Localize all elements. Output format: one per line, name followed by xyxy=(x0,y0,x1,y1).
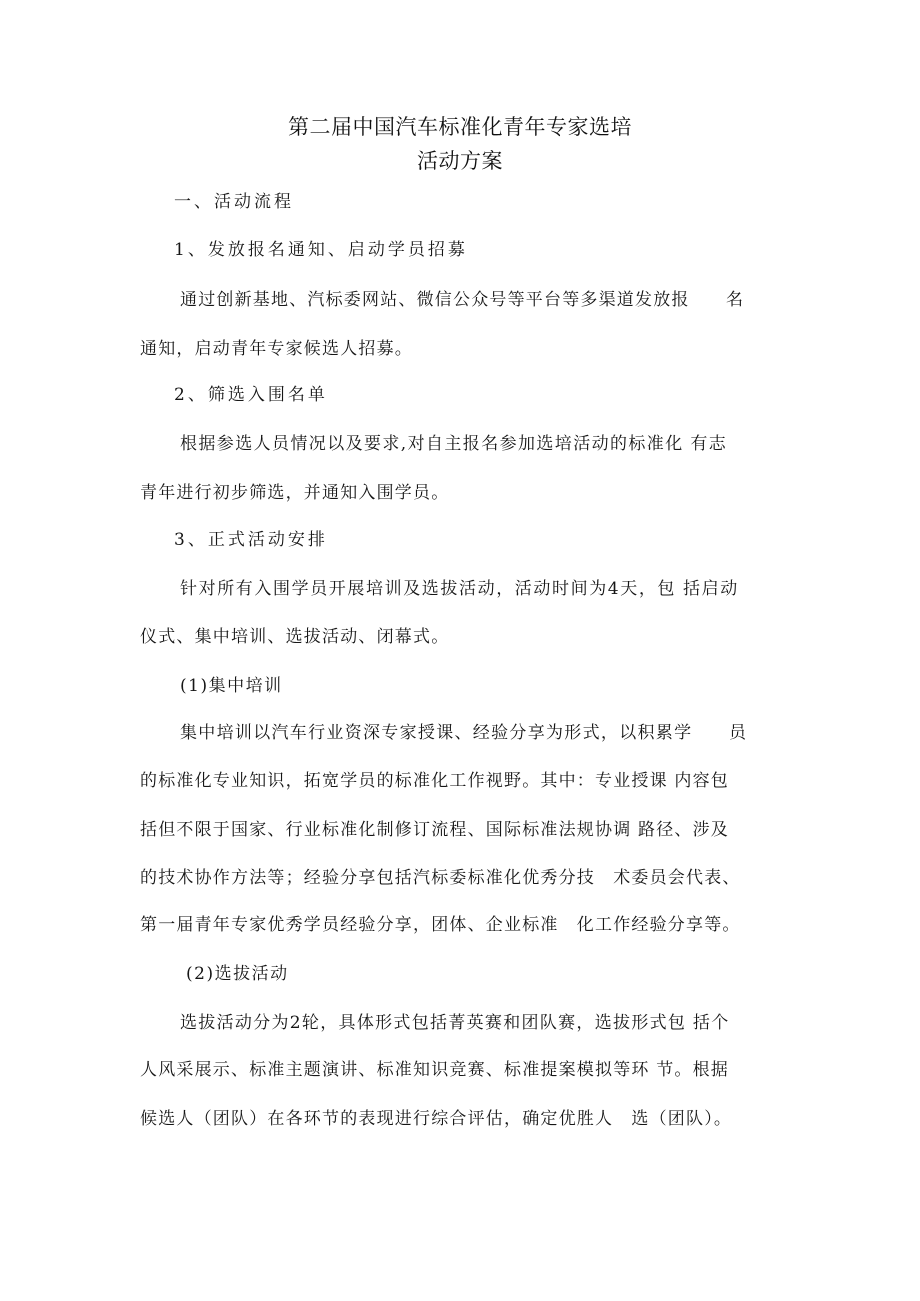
section-heading: 一、活动流程 xyxy=(174,192,294,212)
subsection-heading: (2)选拔活动 xyxy=(186,964,289,984)
subsection-heading: (1)集中培训 xyxy=(180,676,283,696)
paragraph-line: 青年进行初步筛选，并通知入围学员。 xyxy=(140,483,450,503)
paragraph-line: 仪式、集中培训、选拔活动、闭幕式。 xyxy=(140,627,450,647)
item-heading: 3、正式活动安排 xyxy=(174,530,328,550)
document-title: 第二届中国汽车标准化青年专家选培 xyxy=(288,115,632,139)
paragraph-line: 第一届青年专家优秀学员经验分享，团体、企业标准 化工作经验分享等。 xyxy=(140,915,741,935)
paragraph-line: 通知，启动青年专家候选人招募。 xyxy=(140,339,413,359)
paragraph-line: 根据参选人员情况以及要求,对自主报名参加选培活动的标准化 有志 xyxy=(180,434,728,454)
item-heading: 1、发放报名通知、启动学员招募 xyxy=(174,240,468,260)
paragraph-line: 人风采展示、标准主题演讲、标准知识竞赛、标准提案模拟等环 节。根据 xyxy=(140,1060,730,1080)
paragraph-line: 括但不限于国家、行业标准化制修订流程、国际标准法规协调 路径、涉及 xyxy=(140,820,730,840)
paragraph-line: 集中培训以汽车行业资深专家授课、经验分享为形式，以积累学 员 xyxy=(180,723,748,743)
document-subtitle: 活动方案 xyxy=(417,149,503,173)
item-heading: 2、筛选入围名单 xyxy=(174,385,328,405)
paragraph-line: 选拔活动分为2轮，具体形式包括菁英赛和团队赛，选拔形式包 括个 xyxy=(180,1013,730,1033)
paragraph-line: 的技术协作方法等；经验分享包括汽标委标准化优秀分技 术委员会代表、 xyxy=(140,868,741,888)
paragraph-line: 候选人（团队）在各环节的表现进行综合评估，确定优胜人 选（团队）。 xyxy=(140,1109,733,1129)
paragraph-line: 针对所有入围学员开展培训及选拔活动，活动时间为4天，包 括启动 xyxy=(180,579,739,599)
paragraph-line: 通过创新基地、汽标委网站、微信公众号等平台等多渠道发放报 名 xyxy=(180,290,745,310)
paragraph-line: 的标准化专业知识，拓宽学员的标准化工作视野。其中：专业授课 内容包 xyxy=(140,771,730,791)
